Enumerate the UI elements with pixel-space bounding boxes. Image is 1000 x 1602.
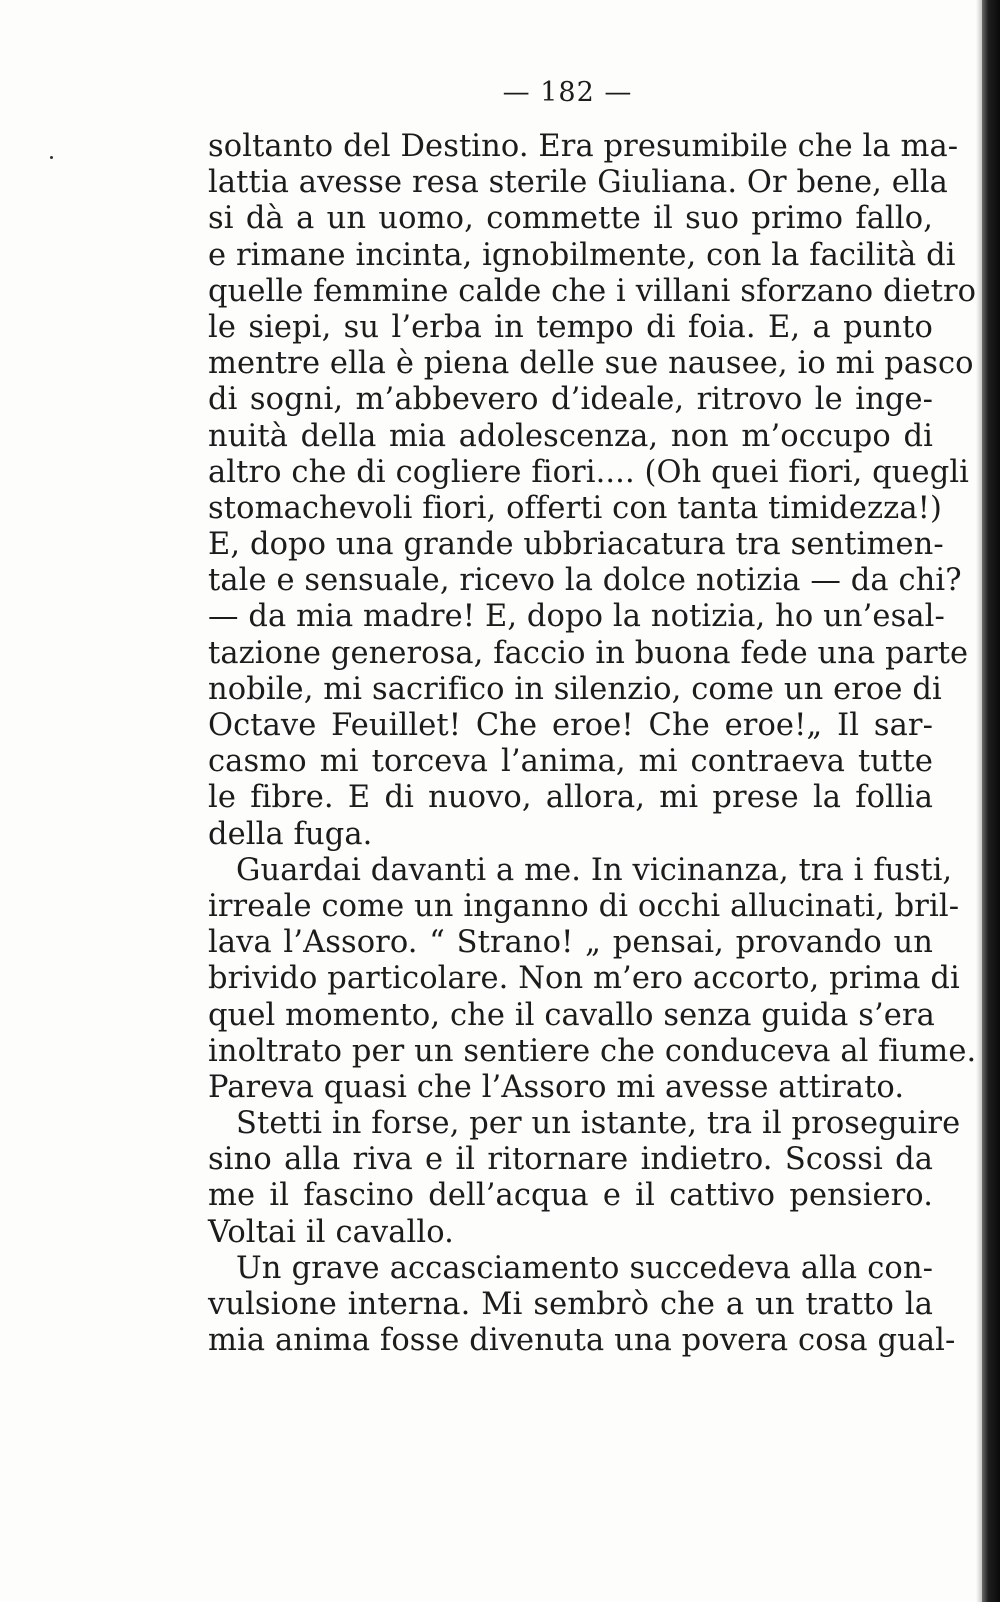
text-line: nuità della mia adolescenza, non m’occupo di	[208, 418, 933, 454]
text-line: Guardai davanti a me. In vicinanza, tra i fusti,	[236, 852, 953, 888]
text-line: irreale come un inganno di occhi allucinati, bril-	[208, 888, 960, 924]
text-line: vulsione interna. Mi sembrò che a un tratto la	[208, 1287, 933, 1322]
body-text	[208, 129, 977, 1359]
text-line: nobile, mi sacrifico in silenzio, come un eroe di	[208, 671, 942, 707]
paragraph	[208, 129, 977, 853]
text-line: le fibre. E di nuovo, allora, mi prese la follia	[208, 780, 933, 816]
text-line: casmo mi torceva l’anima, mi contraeva tutte	[208, 744, 933, 780]
text-line: Voltai il cavallo.	[208, 1214, 454, 1250]
text-line: me il fascino dell’acqua e il cattivo pensiero.	[208, 1178, 933, 1214]
text-line: inoltrato per un sentiere che conduceva al fiume.	[208, 1033, 977, 1069]
text-line: mentre ella è piena delle sue nausee, io mi pasco	[208, 346, 974, 382]
text-line: tale e sensuale, ricevo la dolce notizia — da chi?	[208, 563, 962, 599]
text-line: della fuga.	[208, 816, 373, 852]
text-line: brivido particolare. Non m’ero accorto, prima di	[208, 961, 960, 997]
text-line: lava l’Assoro. “ Strano! „ pensai, provando un	[208, 925, 933, 961]
text-line: E, dopo una grande ubbriacatura tra sentimen-	[208, 527, 944, 563]
text-line: lattia avesse resa sterile Giuliana. Or bene, ella	[208, 165, 948, 201]
text-line: le siepi, su l’erba in tempo di foia. E, a punto	[208, 309, 933, 345]
paragraph	[208, 852, 977, 1106]
text-line: — da mia madre! E, dopo la notizia, ho un’esal-	[208, 599, 945, 635]
text-line: quelle femmine calde che i villani sforzano dietro	[208, 273, 977, 309]
text-line: Octave Feuillet! Che eroe! Che eroe!„ Il sar-	[208, 708, 933, 743]
text-line: e rimane incinta, ignobilmente, con la facilità di	[208, 237, 956, 273]
text-line: quel momento, che il cavallo senza guida s’era	[208, 997, 935, 1033]
text-line: Un grave accasciamento succedeva alla con-	[236, 1250, 933, 1286]
text-line: Stetti in forse, per un istante, tra il proseguire	[236, 1106, 961, 1142]
text-line: mia anima fosse divenuta una povera cosa gual-	[208, 1323, 956, 1359]
text-line: altro che di cogliere fiori.... (Oh quei fiori, quegli	[208, 454, 970, 490]
text-line: di sogni, m’abbevero d’ideale, ritrovo le inge-	[208, 382, 933, 418]
paper-speck	[50, 156, 53, 159]
text-line: si dà a un uomo, commette il suo primo fallo,	[208, 201, 933, 237]
text-line: tazione generosa, faccio in buona fede una parte	[208, 635, 969, 671]
text-line: Pareva quasi che l’Assoro mi avesse attirato.	[208, 1069, 905, 1105]
paragraph	[208, 1106, 961, 1251]
paragraph	[208, 1250, 956, 1360]
text-line: stomachevoli fiori, offerti con tanta timidezza!)	[208, 490, 942, 526]
text-line: soltanto del Destino. Era presumibile che la ma-	[208, 129, 959, 164]
page-number: — 182 —	[502, 77, 633, 108]
text-line: sino alla riva e il ritornare indietro. Scossi da	[208, 1142, 933, 1178]
book-binding-edge	[982, 0, 1000, 1602]
